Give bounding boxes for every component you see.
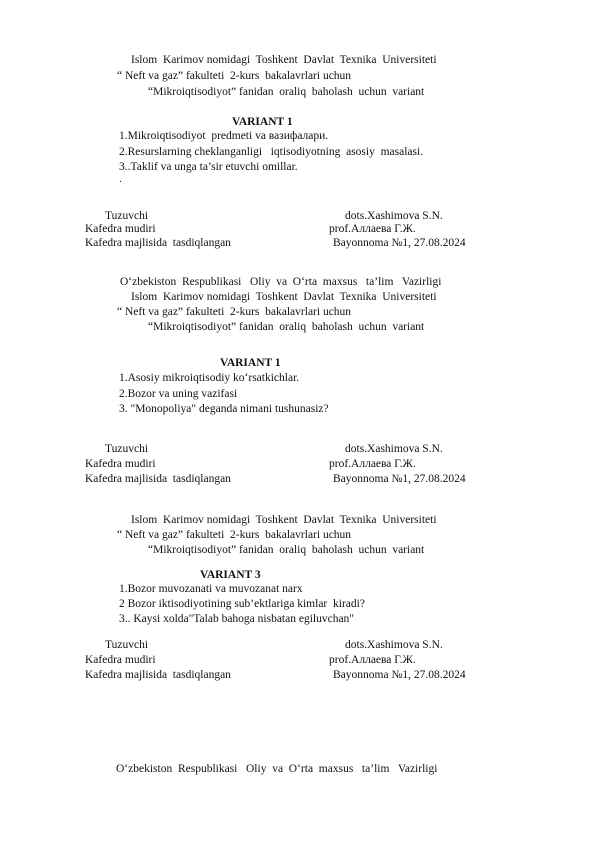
question-1: 1.Mikroiqtisodiyot predmeti va вазифалари. (119, 130, 329, 142)
question-1: 1.Bozor muvozanati va muvozanat narx (119, 583, 303, 595)
faculty-line: “ Neft va gaz” fakulteti 2-kurs bakalavrlari uchun (117, 70, 352, 82)
protocol-info: Bayonnoma №1, 27.08.2024 (333, 237, 466, 249)
head-name: prof.Аллаева Г.Ж. (329, 458, 416, 470)
approval-label: Kafedra majlisida tasdiqlangan (85, 669, 231, 681)
head-label: Kafedra mudiri (85, 654, 156, 666)
faculty-line: “ Neft va gaz” fakulteti 2-kurs bakalavrlari uchun (117, 529, 352, 541)
author-name: dots.Xashimova S.N. (345, 639, 443, 651)
university-name: Islom Karimov nomidagi Toshkent Davlat Texnika Universiteti (131, 514, 437, 526)
author-name: dots.Xashimova S.N. (345, 443, 443, 455)
question-3: 3. "Monopoliya" deganda nimani tushunasiz? (119, 403, 329, 415)
variant-heading: VARIANT 3 (200, 569, 261, 581)
author-label: Tuzuvchi (105, 639, 149, 651)
question-3: 3.. Kaysi xolda"Talab bahoga nisbatan egiluvchan" (119, 613, 355, 625)
ministry-name: O‘zbekiston Respublikasi Oliy va O‘rta maxsus ta’lim Vazirligi (120, 276, 442, 288)
author-name: dots.Xashimova S.N. (345, 210, 443, 222)
subject-line: “Mikroiqtisodiyot” fanidan oraliq baholash uchun variant (148, 544, 425, 556)
subject-line: “Mikroiqtisodiyot” fanidan oraliq baholash uchun variant (148, 321, 425, 333)
question-3: 3..Taklif va unga ta’sir etuvchi omillar. (119, 161, 298, 173)
question-2: 2.Resurslarning cheklanganligi iqtisodiyotning asosiy masalasi. (119, 146, 424, 158)
university-name: Islom Karimov nomidagi Toshkent Davlat Texnika Universiteti (131, 54, 437, 66)
subject-line: “Mikroiqtisodiyot” fanidan oraliq baholash uchun variant (148, 86, 425, 98)
author-label: Tuzuvchi (105, 210, 149, 222)
question-2: 2.Bozor va uning vazifasi (119, 388, 238, 400)
approval-label: Kafedra majlisida tasdiqlangan (85, 237, 231, 249)
question-1: 1.Asosiy mikroiqtisodiy ko‘rsatkichlar. (119, 372, 300, 384)
protocol-info: Bayonnoma №1, 27.08.2024 (333, 669, 466, 681)
head-name: prof.Аллаева Г.Ж. (329, 654, 416, 666)
variant-heading: VARIANT 1 (220, 357, 281, 369)
author-label: Tuzuvchi (105, 443, 149, 455)
question-2: 2 Bozor iktisodiyotining sub’ektlariga kimlar kiradi? (119, 598, 365, 610)
question-dot: . (119, 173, 122, 185)
approval-label: Kafedra majlisida tasdiqlangan (85, 473, 231, 485)
head-label: Kafedra mudiri (85, 223, 156, 235)
ministry-name: O‘zbekiston Respublikasi Oliy va O‘rta maxsus ta’lim Vazirligi (116, 763, 438, 775)
head-label: Kafedra mudiri (85, 458, 156, 470)
protocol-info: Bayonnoma №1, 27.08.2024 (333, 473, 466, 485)
university-name: Islom Karimov nomidagi Toshkent Davlat Texnika Universiteti (131, 291, 437, 303)
head-name: prof.Аллаева Г.Ж. (329, 223, 416, 235)
variant-heading: VARIANT 1 (232, 116, 293, 128)
faculty-line: “ Neft va gaz” fakulteti 2-kurs bakalavrlari uchun (117, 306, 352, 318)
